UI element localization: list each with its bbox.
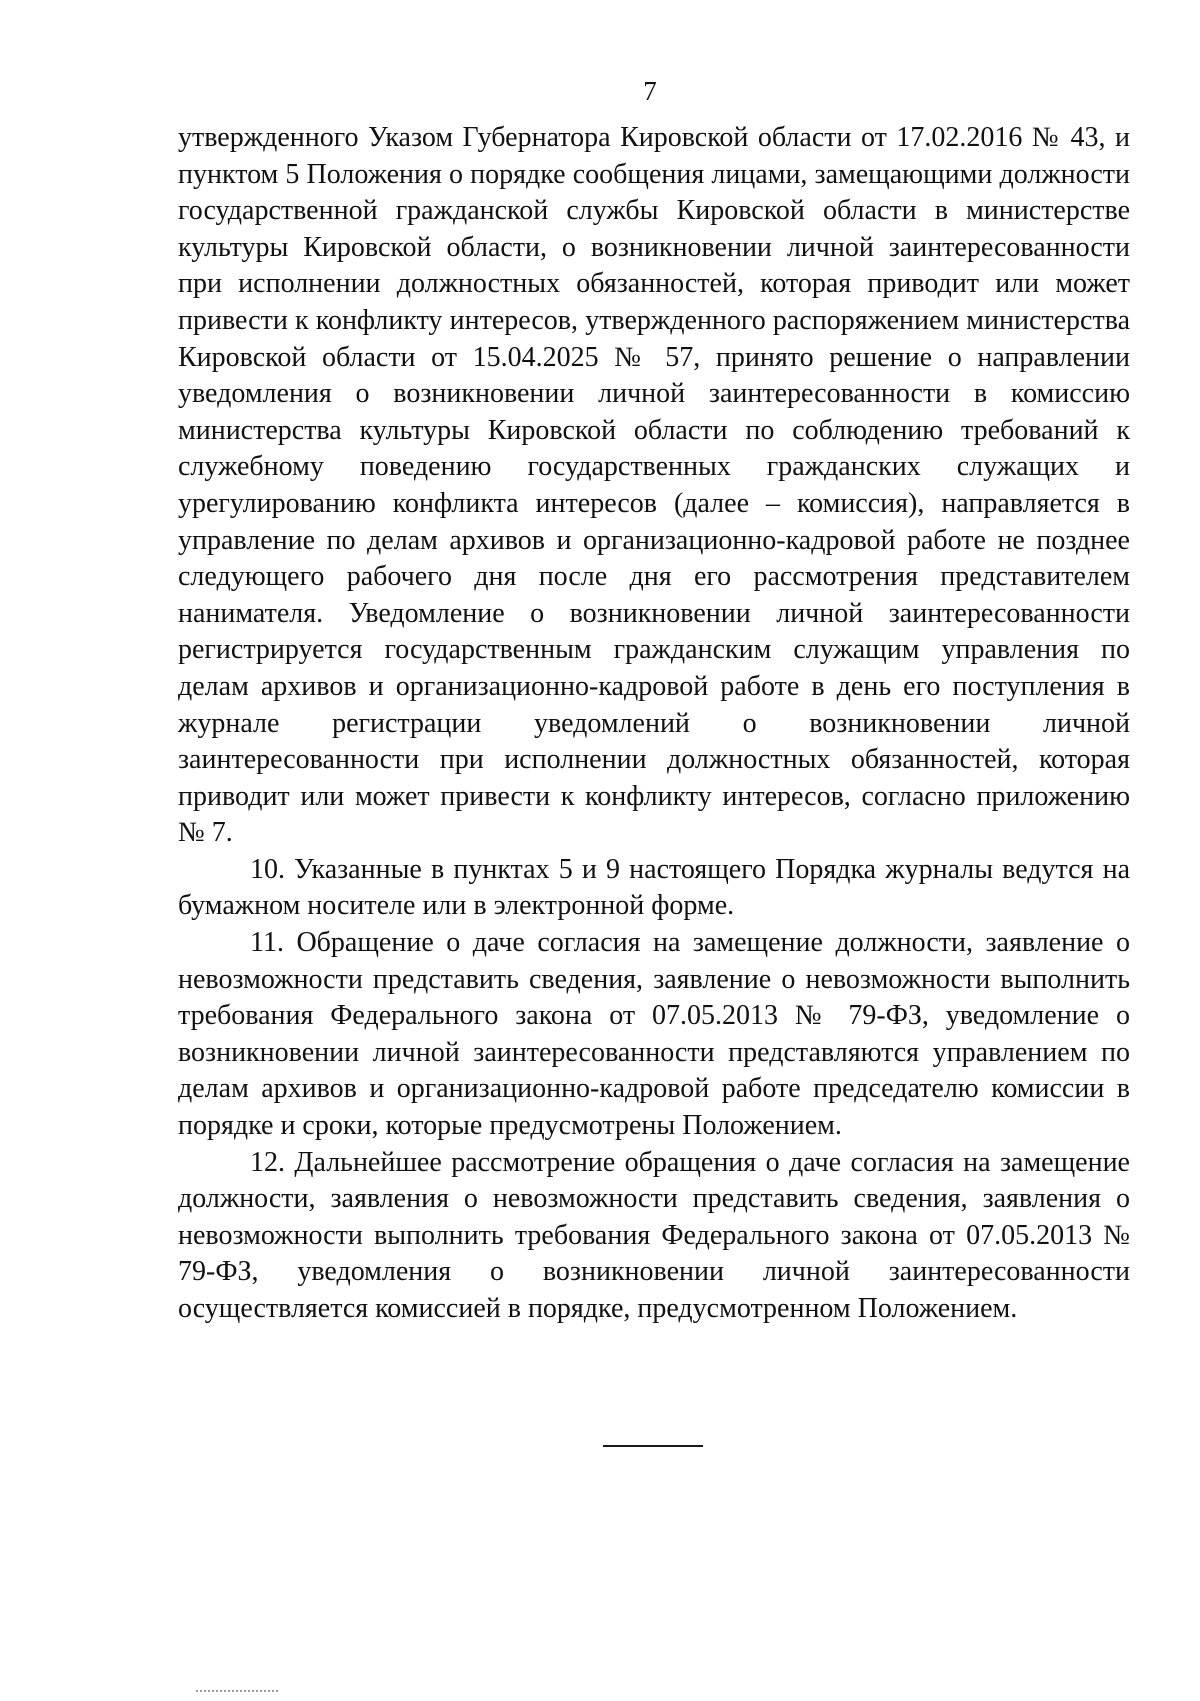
paragraph-item-12: 12. Дальнейшее рассмотрение обращения о даче согласия на замещение должности, заявления о невозможности представить сведения, заявления о невозможности выполнить требования Федерального закона от 07.05.2013 № 79-ФЗ, уведомления о возникновении личной заинтересованности осуществляется комиссией в порядке, предусмотренном Положением. bbox=[178, 1146, 1130, 1324]
paragraph-item-11: 11. Обращение о даче согласия на замещение должности, заявление о невозможности представить сведения, заявление о невозможности выполнить требования Федерального закона от 07.05.2013 № 79-ФЗ, уведомление о возникновении личной заинтересованности представляются управлением по делам архивов и организационно-кадровой работе председателю комиссии в порядке и сроки, которые предусмотрены Положением. bbox=[178, 927, 1130, 1142]
paragraph-item-10: 10. Указанные в пунктах 5 и 9 настоящего Порядка журналы ведутся на бумажном носителе или в электронной форме. bbox=[178, 853, 1130, 922]
document-body bbox=[178, 120, 1130, 1328]
end-of-document-rule bbox=[603, 1445, 703, 1447]
page-number: 7 bbox=[643, 76, 657, 106]
scan-artifact bbox=[196, 1690, 278, 1695]
paragraph-continuation: утвержденного Указом Губернатора Кировской области от 17.02.2016 № 43, и пунктом 5 Положения о порядке сообщения лицами, замещающими должности государственной гражданской службы Кировской области в министерстве культуры Кировской области, о возникновении личной заинтересованности при исполнении должностных обязанностей, которая приводит или может привести к конфликту интересов, утвержденного распоряжением министерства Кировской области от 15.04.2025 № 57, принято решение о направлении уведомления о возникновении личной заинтересованности в комиссию министерства культуры Кировской области по соблюдению требований к служебному поведению государственных гражданских служащих и урегулированию конфликта интересов (далее – комиссия), направляется в управление по делам архивов и организационно-кадровой работе не позднее следующего рабочего дня после дня его рассмотрения представителем нанимателя. Уведомление о возникновении личной заинтересованности регистрируется государственным гражданским служащим управления по делам архивов и организационно-кадровой работе в день его поступления в журнале регистрации уведомлений о возникновении личной заинтересованности при исполнении должностных обязанностей, которая приводит или может привести к конфликту интересов, согласно приложению № 7. bbox=[178, 122, 1130, 849]
